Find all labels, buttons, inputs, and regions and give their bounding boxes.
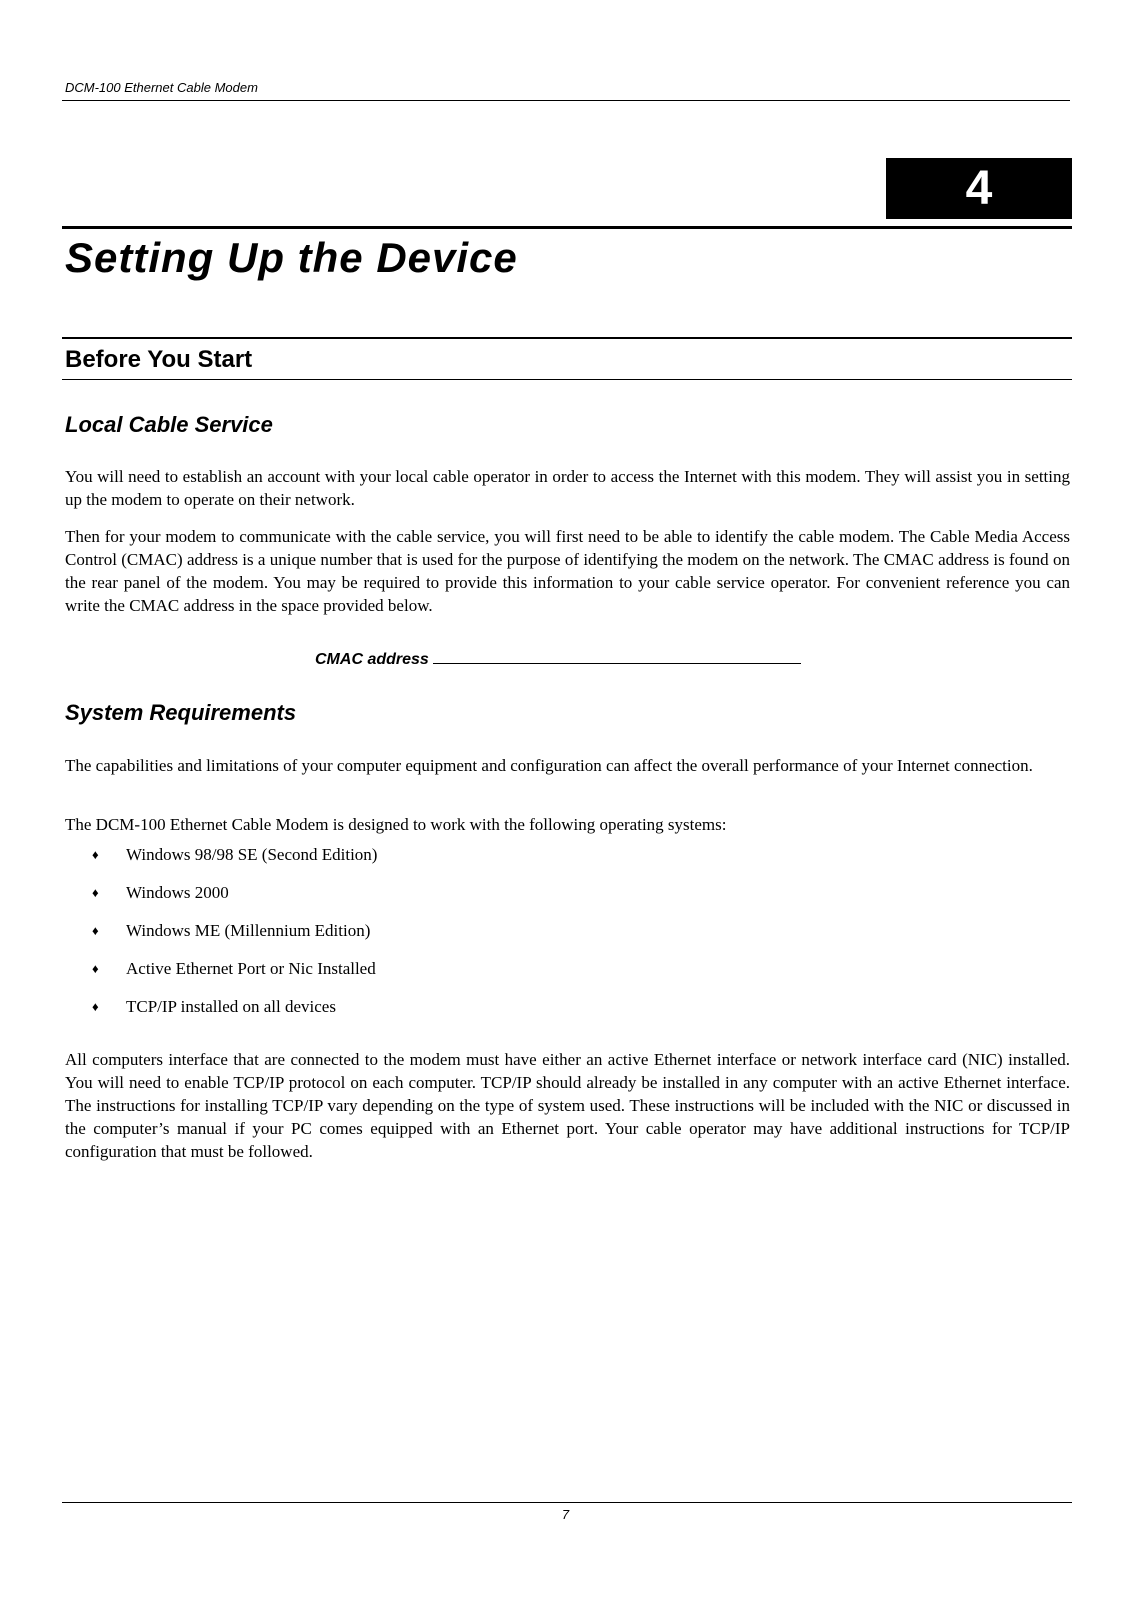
header-rule <box>62 100 1070 101</box>
diamond-bullet-icon: ♦ <box>92 885 99 900</box>
diamond-bullet-icon: ♦ <box>92 961 99 976</box>
page-number: 7 <box>561 1507 570 1522</box>
paragraph: All computers interface that are connected to the modem must have either an active Ethernet interface or network interface card (NIC) installed. You will need to enable TCP/IP protocol on each computer. TCP/IP should already be installed in any computer with an active Ethernet interface. The instructions for installing TCP/IP vary depending on the type of system used. These instructions will be included with the NIC or discussed in the computer’s manual if your PC comes equipped with an Ethernet port. Your cable operator may have additional instructions for TCP/IP configuration that must be followed. <box>65 1050 1070 1161</box>
list-item <box>92 881 377 919</box>
diamond-bullet-icon: ♦ <box>92 847 99 862</box>
subheading-local-cable-service: Local Cable Service <box>65 412 273 437</box>
cmac-address-blank <box>433 649 801 664</box>
cmac-address-field <box>315 649 801 671</box>
list-item-text: Windows 98/98 SE (Second Edition) <box>126 845 378 864</box>
diamond-bullet-icon: ♦ <box>92 923 99 938</box>
chapter-number-box: 4 <box>886 158 1072 219</box>
chapter-title-rule <box>62 226 1072 229</box>
list-item <box>92 957 377 995</box>
paragraph: Then for your modem to communicate with the cable service, you will first need to be able to identify the cable modem. The Cable Media Access Control (CMAC) address is a unique number that is used for the purpose of identifying the modem on the network. The CMAC address is found on the rear panel of the modem. You may be required to provide this information to your cable service operator. For convenient reference you can write the CMAC address in the space provided below. <box>65 527 1070 615</box>
list-item-text: TCP/IP installed on all devices <box>126 997 336 1016</box>
list-item <box>92 919 377 957</box>
list-item-text: Windows ME (Millennium Edition) <box>126 921 371 940</box>
footer-rule <box>62 1502 1072 1503</box>
list-item <box>92 995 377 1033</box>
section-rule-bottom <box>62 379 1072 380</box>
list-item <box>92 843 377 881</box>
list-item-text: Windows 2000 <box>126 883 229 902</box>
section-heading: Before You Start <box>65 346 253 373</box>
list-item-text: Active Ethernet Port or Nic Installed <box>126 959 376 978</box>
diamond-bullet-icon: ♦ <box>92 999 99 1014</box>
paragraph: The DCM-100 Ethernet Cable Modem is designed to work with the following operating systems: <box>65 815 727 834</box>
running-header: DCM-100 Ethernet Cable Modem <box>65 80 258 95</box>
subheading-system-requirements: System Requirements <box>65 700 297 725</box>
chapter-title: Setting Up the Device <box>65 234 518 281</box>
paragraph: You will need to establish an account with your local cable operator in order to access the Internet with this modem. They will assist you in setting up the modem to operate on their network. <box>65 467 1070 509</box>
cmac-address-label: CMAC address <box>315 651 429 668</box>
os-requirements-list <box>92 843 377 1033</box>
section-rule-top <box>62 337 1072 339</box>
paragraph: The capabilities and limitations of your computer equipment and configuration can affect the overall performance of your Internet connection. <box>65 756 1033 775</box>
